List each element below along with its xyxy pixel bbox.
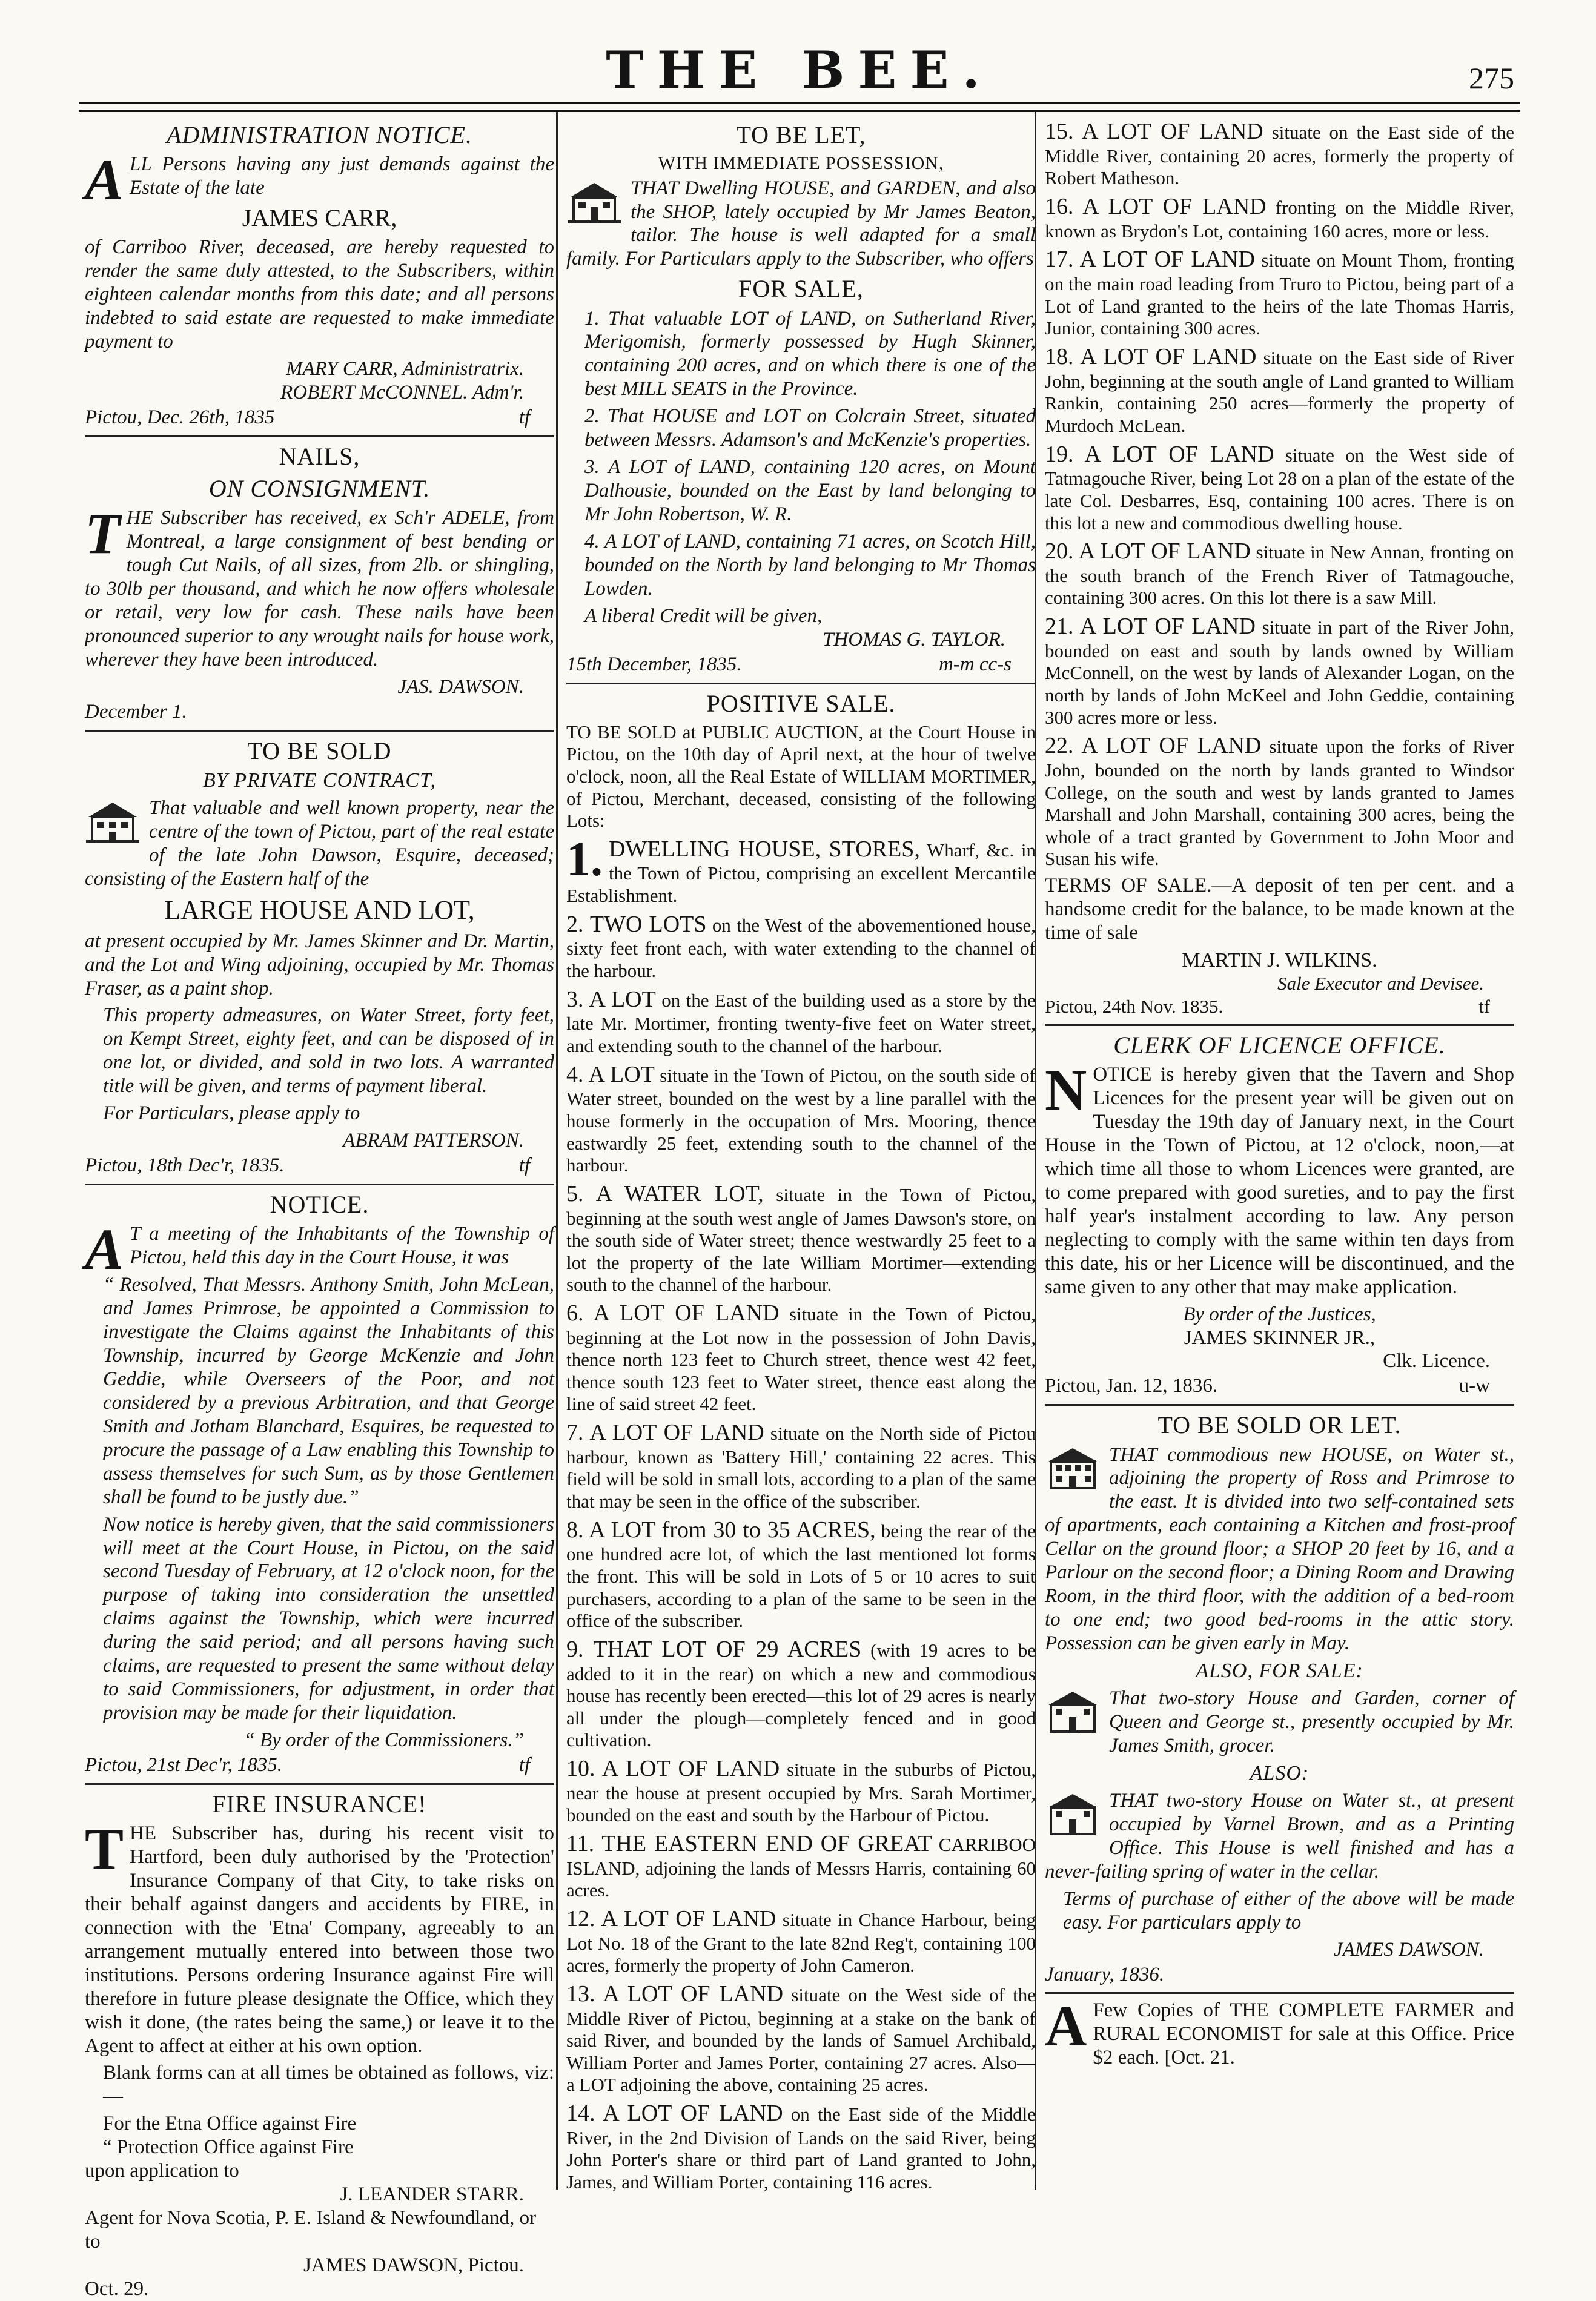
- fire-date: Oct. 29.: [85, 2277, 149, 2300]
- to-be-let-date: 15th December, 1835.: [566, 653, 742, 675]
- lot-4-body: situate in the Town of Pictou, on the south side of Water street, bounded on the west by a line parallel with the house formerly in the occupation of Mrs. Mooring, thence eastwardly 25 feet, extending south to the channel of the harbour.: [566, 1064, 1036, 1176]
- wilkins-tf: tf: [1478, 996, 1490, 1018]
- column-rule-1: [556, 112, 558, 2190]
- lot-19-heading: 19. A LOT OF LAND: [1045, 441, 1274, 467]
- lot-14-heading: 14. A LOT OF LAND: [566, 2100, 783, 2126]
- nails-date: December 1.: [85, 700, 187, 723]
- drop-cap-1: 1.: [566, 832, 603, 886]
- positive-sale-intro: TO BE SOLD at PUBLIC AUCTION, at the Court House in Pictou, on the 10th day of April next, at the hour of twelve o'clock, noon, all the Real Estate of WILLIAM MORTIMER, of Pictou, Merchant, deceased, consisting of the following Lots:: [566, 721, 1036, 832]
- lot-8-heading: 8. A LOT from 30 to 35 ACRES,: [566, 1517, 876, 1543]
- lot-17-body: situate on Mount Thom, fronting on the main road leading from Truro to Pictou, being part of a Lot of Land granted to the heirs of the late Thomas Harris, Junior, containing 300 acres.: [1045, 250, 1515, 339]
- lot-21-heading: 21. A LOT OF LAND: [1045, 614, 1256, 640]
- to-be-sold-body-1: That valuable and well known property, near the centre of the town of Pictou, part of the real estate of the late John Dawson, Esquire, deceased; consisting of the Eastern half of the: [85, 796, 554, 890]
- administration-heading: ADMINISTRATION NOTICE.: [167, 121, 472, 148]
- lot-10-heading: 10. A LOT OF LAND: [566, 1755, 780, 1781]
- column-2: [566, 118, 1036, 2197]
- lot-20-body: situate in New Annan, fronting on the south branch of the French River of Tatmagouche, containing 300 acres. On this lot there is a saw Mill.: [1045, 541, 1515, 609]
- separator: [1045, 1404, 1514, 1406]
- lot-6-body: situate in the Town of Pictou, beginning at the Lot now in the possession of John Davis, thence north 123 feet to Church street, thence west 42 feet, thence south 123 feet to Water street, thence east along the line of said street 42 feet.: [566, 1303, 1036, 1415]
- administration-notice: [85, 121, 554, 429]
- sale-item-2: 2. That HOUSE and LOT on Colcrain Street, situated between Messrs. Adamson's and McKenzie's properties.: [584, 405, 1036, 451]
- terms-of-sale: TERMS OF SALE.—A deposit of ten per cent. and a handsome credit for the balance, to be made known at the time of sale: [1045, 874, 1514, 944]
- to-be-sold-date: Pictou, 18th Dec'r, 1835.: [85, 1154, 285, 1177]
- positive-sale-heading: POSITIVE SALE.: [706, 689, 896, 717]
- notice-body: Now notice is hereby given, that the said commissioners will meet at the Court House, in Pictou, on the said second Tuesday of February, at 12 o'clock noon, for the purpose of taking into consideration the unsettled claims against the Township, which were incurred during the said period; and all persons having such claims, are requested to present the same without delay to said Commissioners, for adjustment, in order that provision may be made for their liquidation.: [103, 1513, 554, 1724]
- to-be-let-code: m-m cc-s: [938, 653, 1012, 675]
- lot-22-body: situate upon the forks of River John, bounded on the north by lands granted to Windsor College, on the south and west by lands granted to James Marshall and John Marshall, containing 300 acres, being the whole of a tract granted by Government to John Moor and Susan his wife.: [1045, 736, 1515, 870]
- fire-insurance-notice: [85, 1790, 554, 2301]
- for-sale-heading: FOR SALE,: [738, 275, 864, 303]
- positive-sale-continued: [1045, 118, 1514, 1018]
- separator: [85, 1184, 554, 1185]
- lot-12-heading: 12. A LOT OF LAND: [566, 1905, 776, 1932]
- lot-16-heading: 16. A LOT OF LAND: [1045, 193, 1267, 219]
- credit-line: A liberal Credit will be given,: [584, 604, 823, 627]
- lot-3-heading: 3. A LOT: [566, 986, 656, 1012]
- clerk-licence-notice: [1045, 1031, 1514, 1398]
- nails-heading: NAILS,: [279, 442, 360, 470]
- farmer-date: [Oct. 21.: [1164, 2047, 1235, 2069]
- separator: [566, 683, 1036, 684]
- lot-12-body: situate in Chance Harbour, being Lot No. 18 of the Grant to the late 82nd Reg't, containing 100 acres, formerly the property of John Cameron.: [566, 1909, 1036, 1976]
- house-icon: [1045, 1689, 1101, 1734]
- lot-15-heading: 15. A LOT OF LAND: [1045, 119, 1263, 144]
- separator: [85, 1783, 554, 1785]
- separator: [1045, 1024, 1514, 1026]
- lot-8-body: being the rear of the one hundred acre lot, of which the last mentioned lot forms the front. This will be sold in Lots of 5 or 10 acres to suit purchasers, according to a plan of the same to be seen in the office of the subscriber.: [566, 1520, 1036, 1632]
- lot-14-body: on the East side of the Middle River, in the 2nd Division of Lands on the said River, being John Porter's share or third part of Land granted to John, James, and William Porter, containing 116 acres.: [566, 2103, 1036, 2193]
- sale-item-3: 3. A LOT of LAND, containing 120 acres, on Mount Dalhousie, bounded on the East by land belonging to Mr John Robertson, W. R.: [584, 456, 1036, 526]
- fire-body: HE Subscriber has, during his recent visit to Hartford, been duly authorised by the 'Protection' Insurance Company of that City, to take risks on their behalf against dangers and accidents by FIRE, in connection with the 'Etna' Company, agreeably to an arrangement mutually entered into between those two institutions. Persons ordering Insurance against Fire will therefore in future please designate the Office, which they wish it done, (the rates being the same,) or leave it to the Agent to affect at either at his own option.: [85, 1823, 554, 2057]
- lot-9-heading: 9. THAT LOT OF 29 ACRES: [566, 1636, 862, 1662]
- admin-lead: LL Persons having any just demands against the Estate of the late: [130, 153, 554, 199]
- dawson-signature: JAMES DAWSON.: [1333, 1938, 1484, 1961]
- to-be-sold-body-3: This property admeasures, on Water Street, forty feet, on Kempt Street, eighty feet, and can be disposed of in one lot, or divided, and sold in two lots. A warranted title will be given, and terms of payment liberal.: [103, 1004, 554, 1098]
- lot-22-heading: 22. A LOT OF LAND: [1045, 733, 1262, 759]
- admin-body: of Carriboo River, deceased, are hereby requested to render the same duly attested, to the Subscribers, within eighteen calendar months from this date; and all persons indebted to said estate are requested to make immediate payment to: [85, 236, 554, 353]
- lot-4-heading: 4. A LOT: [566, 1061, 655, 1087]
- to-be-sold-signature: ABRAM PATTERSON.: [343, 1130, 524, 1152]
- positive-sale-notice: [566, 689, 1036, 2194]
- masthead: [79, 36, 1520, 103]
- notice-tf: tf: [518, 1753, 530, 1776]
- notice-resolution: “ Resolved, That Messrs. Anthony Smith, John McLean, and James Primrose, be appointed a Commission to investigate the Claims against the Inhabitants of this Township, incurred by George McKenzie and John Geddie, while Overseers of the Poor, and not considered by a previous Arbitration, and that George Smith and Jotham Blanchard, Esquires, be requested to procure the passage of a Law enabling this Township to assess themselves for such Sum, as by those Gentlemen shall be found to be justly due.”: [103, 1274, 554, 1508]
- lot-3-body: on the East of the building used as a store by the late Mr. Mortimer, fronting twenty-five feet on Water street, and extending south to the channel of the harbour.: [566, 989, 1036, 1057]
- lot-6-heading: 6. A LOT OF LAND: [566, 1300, 780, 1326]
- lot-7-heading: 7. A LOT OF LAND: [566, 1420, 764, 1446]
- lot-20-heading: 20. A LOT OF LAND: [1045, 538, 1251, 564]
- to-be-sold-subheading: BY PRIVATE CONTRACT,: [203, 769, 436, 792]
- sale-item-4: 4. A LOT of LAND, containing 71 acres, on Scotch Hill, bounded on the North by land belonging to Mr Thomas Lowden.: [584, 530, 1036, 600]
- wilkins-date: Pictou, 24th Nov. 1835.: [1045, 996, 1223, 1018]
- nails-signature: JAS. DAWSON.: [397, 675, 524, 698]
- second-house-body: That two-story House and Garden, corner of Queen and George st., presently occupied by Mr. James Smith, grocer.: [1109, 1687, 1514, 1756]
- newspaper-title: THE BEE.: [606, 40, 993, 100]
- lot-19-body: situate on the West side of Tatmagouche River, being Lot 28 on a plan of the estate of the late Col. Desbarres, Esq, containing 100 acres. There is on this lot a new and commodious dwelling house.: [1045, 444, 1514, 534]
- drop-cap: A: [85, 147, 124, 213]
- lot-16-body: fronting on the Middle River, known as Brydon's Lot, containing 160 acres, more or less.: [1045, 196, 1514, 242]
- farmer-body: Few Copies of THE COMPLETE FARMER and RURAL ECONOMIST for sale at this Office. Price $2 each.: [1093, 1999, 1514, 2069]
- sold-or-let-date: January, 1836.: [1045, 1963, 1165, 1985]
- lot-7-body: situate on the North side of Pictou harbour, known as 'Battery Hill,' containing 22 acres. This field will be sold in small lots, according to a plan of the same that may be seen in the office of the subscriber.: [566, 1423, 1036, 1512]
- sale-item-1: 1. That valuable LOT of LAND, on Sutherland River, Merigomish, formerly possessed by Hugh Skinner, containing 200 acres, and on which there is one of the best MILL SEATS in the Province.: [584, 307, 1036, 400]
- fire-signature-2: JAMES DAWSON, Pictou.: [303, 2254, 524, 2276]
- lot-1-heading: DWELLING HOUSE, STORES,: [609, 836, 920, 862]
- nails-subheading: ON CONSIGNMENT.: [208, 475, 431, 503]
- also-heading: ALSO:: [1250, 1761, 1310, 1784]
- also-for-sale-heading: ALSO, FOR SALE:: [1196, 1659, 1363, 1682]
- to-be-let-subheading: WITH IMMEDIATE POSSESSION,: [658, 153, 944, 174]
- column-3: [1045, 118, 1514, 2073]
- lot-13-heading: 13. A LOT OF LAND: [566, 1981, 784, 2007]
- lot-5-heading: 5. A WATER LOT,: [566, 1180, 764, 1207]
- house-icon: [1045, 1792, 1101, 1836]
- masthead-rule: [79, 102, 1520, 112]
- lot-10-body: situate in the suburbs of Pictou, near the house at present occupied by Mrs. Sarah Mortimer, bounded on the east and south by the Harbour of Pictou.: [566, 1758, 1036, 1826]
- third-house-body: THAT two-story House on Water st., at present occupied by Varnel Brown, and as a Printing Office. This House is well finished and has a never-failing spring of water in the cellar.: [1045, 1789, 1514, 1882]
- to-be-sold-notice: [85, 737, 554, 1177]
- fire-line-2: “ Protection Office against Fire: [103, 2136, 354, 2159]
- fire-line-3: upon application to: [85, 2160, 239, 2182]
- lot-15-body: situate on the East side of the Middle River, containing 20 acres, formerly the property of Robert Matheson.: [1045, 122, 1515, 189]
- page-number: 275: [1469, 61, 1514, 95]
- house-icon: [1045, 1446, 1101, 1491]
- wilkins-role: Sale Executor and Devisee.: [1277, 972, 1484, 994]
- complete-farmer-notice: [1045, 1993, 1514, 2070]
- lot-17-heading: 17. A LOT OF LAND: [1045, 247, 1255, 273]
- drop-cap: A: [85, 1217, 124, 1282]
- lot-1-body: Wharf, &c. in the Town of Pictou, comprising an excellent Mercantile Establishment.: [566, 839, 1036, 907]
- admin-signature-1: MARY CARR, Administratrix.: [286, 358, 524, 380]
- lot-9-body: (with 19 acres to be added to it in the rear) on which a new and commodious house has recently been erected—this lot of 29 acres is nearly all under the plough—completely fenced and in good cultivation.: [566, 1639, 1036, 1751]
- fire-signature: J. LEANDER STARR.: [340, 2183, 524, 2206]
- clerk-order: By order of the Justices,: [1183, 1303, 1376, 1325]
- clerk-signature: JAMES SKINNER JR.,: [1184, 1326, 1376, 1349]
- column-1: [85, 118, 554, 2301]
- lot-21-body: situate in part of the River John, bounded on east and south by lands owned by William McConnell, on the west by lands of Alexander Logan, on the north by lands of John McKeel and John Geddie, containing 300 acres more or less.: [1045, 617, 1514, 728]
- fire-blank-forms: Blank forms can at all times be obtained as follows, viz:—: [103, 2062, 554, 2108]
- separator: [85, 435, 554, 437]
- lot-5-body: situate in the Town of Pictou, beginning at the south west angle of James Dawson's store, on the south side of Water street; thence westwardly 25 feet to a lot the property of the late William Mortimer—extending south to the channel of the harbour.: [566, 1184, 1036, 1296]
- drop-cap: A: [1045, 1993, 1087, 2059]
- notice-heading: NOTICE.: [270, 1191, 369, 1219]
- clerk-body: OTICE is hereby given that the Tavern and Shop Licences for the present year will be given out on Tuesday the 19th day of January next, in the Court House in the Town of Pictou, at 12 o'clock, noon,—at which time all those to whom Licences were granted, are to come prepared with good sureties, and to pay the first half year's instalment according to law. Any person neglecting to comply with the same within ten days from this date, his or her Licence will be discontinued, and the same given to any other that may make application.: [1045, 1064, 1514, 1298]
- large-house-heading: LARGE HOUSE AND LOT,: [164, 895, 475, 925]
- township-notice: [85, 1190, 554, 1777]
- lot-18-body: situate on the East side of River John, beginning at the south angle of Land granted to William Rankin, containing 250 acres—formerly the property of Murdoch McLean.: [1045, 346, 1515, 436]
- to-be-sold-heading: TO BE SOLD: [247, 737, 392, 764]
- lot-11-body: CARRIBOO ISLAND, adjoining the lands of Messrs Harris, containing 60 acres.: [566, 1833, 1036, 1901]
- house-icon: [566, 179, 622, 224]
- fire-agent: Agent for Nova Scotia, P. E. Island & Newfoundland, or to: [85, 2207, 537, 2253]
- notice-date: Pictou, 21st Dec'r, 1835.: [85, 1753, 283, 1776]
- separator: [85, 730, 554, 732]
- notice-order: “ By order of the Commissioners.”: [243, 1729, 524, 1752]
- sold-or-let-body: THAT commodious new HOUSE, on Water st., adjoining the property of Ross and Primrose to the east. It is divided into two self-contained sets of apartments, each containing a Kitchen and frost-proof Cellar on the ground floor; a SHOP 20 feet by 16, and a Parlour on the second floor; a Dining Room and Drawing Room, in the third floor, with the addition of a bed-room to one end; two good bed-rooms in the attic story. Possession can be given early in May.: [1045, 1443, 1514, 1654]
- lot-11-heading: 11. THE EASTERN END OF GREAT: [566, 1830, 932, 1856]
- fire-heading: FIRE INSURANCE!: [212, 1790, 427, 1818]
- fire-line-1: For the Etna Office against Fire: [103, 2113, 357, 2135]
- to-be-sold-tf: tf: [518, 1154, 530, 1177]
- to-be-sold-body-2: at present occupied by Mr. James Skinner and Dr. Martin, and the Lot and Wing adjoining, occupied by Mr. Thomas Fraser, as a paint shop.: [85, 930, 554, 999]
- house-icon: [85, 799, 141, 844]
- nails-notice: [85, 442, 554, 724]
- drop-cap: N: [1045, 1058, 1087, 1123]
- deceased-name: JAMES CARR,: [242, 204, 397, 232]
- to-be-sold-body-4: For Particulars, please apply to: [103, 1102, 360, 1125]
- clerk-role: Clk. Licence.: [1383, 1350, 1490, 1372]
- lot-2-heading: 2. TWO LOTS: [566, 911, 707, 937]
- lot-2-body: on the West of the abovementioned house, sixty feet front each, with water extending to the channel of the harbour.: [566, 914, 1036, 982]
- admin-signature-2: ROBERT McCONNEL. Adm'r.: [280, 382, 524, 403]
- to-be-let-signature: THOMAS G. TAYLOR.: [823, 628, 1005, 651]
- separator: [1045, 1992, 1514, 1994]
- wilkins-signature: MARTIN J. WILKINS.: [1182, 949, 1377, 972]
- to-be-let-notice: [566, 121, 1036, 677]
- sold-or-let-heading: TO BE SOLD OR LET.: [1157, 1411, 1402, 1439]
- nails-body: HE Subscriber has received, ex Sch'r ADELE, from Montreal, a large consignment of best bending or tough Cut Nails, of all sizes, from 2lb. or shingling, to 30lb per thousand, and which he now offers wholesale or retail, very low for cash. These nails have been pronounced superior to any wrought nails for house work, wherever they have been introduced.: [85, 507, 554, 670]
- drop-cap: T: [85, 501, 121, 566]
- lot-18-heading: 18. A LOT OF LAND: [1045, 343, 1257, 369]
- to-be-sold-or-let-notice: [1045, 1411, 1514, 1986]
- clerk-date: Pictou, Jan. 12, 1836.: [1045, 1375, 1218, 1397]
- to-be-let-body: THAT Dwelling HOUSE, and GARDEN, and also the SHOP, lately occupied by Mr James Beaton, tailor. The house is well adapted for a small family. For Particulars apply to the Subscriber, who offers: [566, 177, 1036, 270]
- purchase-terms: Terms of purchase of either of the above will be made easy. For particulars apply to: [1063, 1887, 1514, 1933]
- lot-13-body: situate on the West side of the Middle River of Pictou, beginning at a stake on the bank of said River, and bounded by the lands of Samuel Archibald, William Porter and James Porter, containing 27 acres. Also—a LOT adjoining the above, containing 25 acres.: [566, 1984, 1036, 2096]
- to-be-let-heading: TO BE LET,: [736, 121, 866, 148]
- admin-date: Pictou, Dec. 26th, 1835: [85, 406, 275, 428]
- drop-cap: T: [85, 1816, 124, 1882]
- clerk-code: u-w: [1459, 1375, 1490, 1397]
- admin-tf: tf: [518, 406, 530, 428]
- notice-lead: T a meeting of the Inhabitants of the Township of Pictou, held this day in the Court House, it was: [130, 1223, 554, 1269]
- clerk-heading: CLERK OF LICENCE OFFICE.: [1113, 1031, 1446, 1059]
